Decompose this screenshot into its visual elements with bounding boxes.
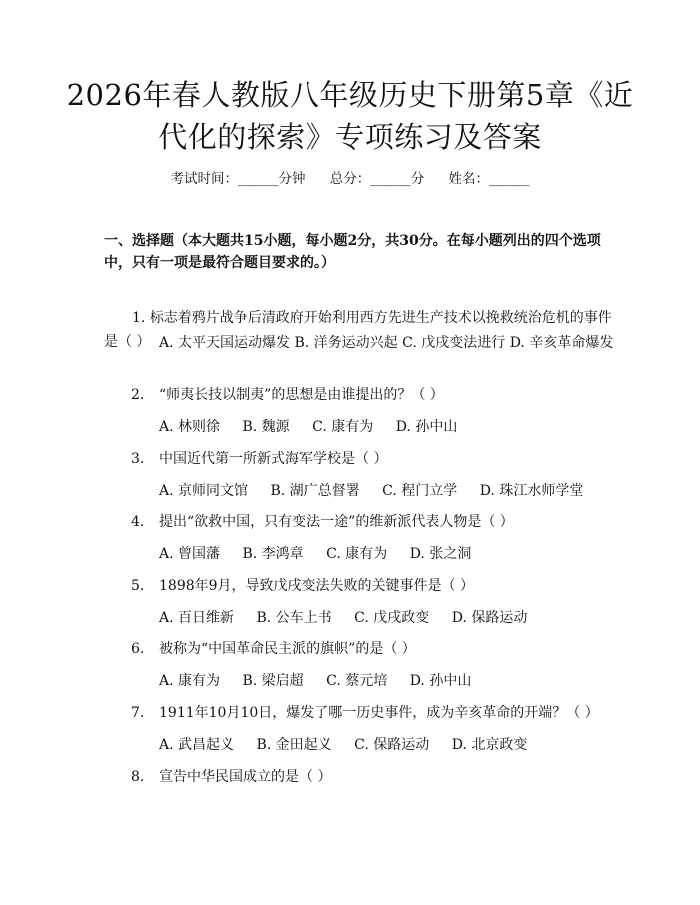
option-c: C. 康有为 — [312, 419, 374, 435]
question-stem: 1898年9月，导致戊戌变法失败的关键事件是（ ） — [159, 578, 474, 594]
question-number: 8. — [131, 769, 145, 785]
exam-meta — [0, 170, 700, 188]
question-number: 6. — [131, 641, 145, 657]
option-c: C. 保路运动 — [354, 737, 430, 753]
question-stem: “师夷长技以制夷”的思想是由谁提出的？（ ） — [159, 387, 444, 403]
section-heading: 一、选择题（本大题共15小题，每小题2分，共30分。在每小题列出的四个选项中，只有一项是最符合题目要求的。） — [104, 233, 601, 271]
question-4-options — [159, 543, 489, 565]
page-title: 2026年春人教版八年级历史下册第5章《近代化的探索》专项练习及答案 — [66, 78, 634, 154]
option-c: C. 程门立学 — [382, 483, 458, 499]
question-stem: 被称为“中国革命民主派的旗帜”的是（ ） — [159, 641, 416, 657]
question-number: 7. — [131, 705, 145, 721]
question-number: 4. — [131, 514, 145, 530]
question-7 — [131, 702, 599, 724]
total-score-field: 总分：______分 — [329, 171, 425, 187]
question-5-options — [159, 607, 545, 629]
option-d: D. 张之洞 — [409, 546, 472, 562]
exam-time-field: 考试时间：______分钟 — [170, 171, 306, 187]
question-7-options — [159, 734, 545, 756]
option-d: D. 孙中山 — [409, 673, 472, 689]
question-4 — [131, 511, 514, 533]
option-b: B. 公车上书 — [256, 610, 332, 626]
question-2-options — [159, 416, 475, 438]
option-a: A. 太平天国运动爆发 — [159, 335, 291, 351]
option-a: A. 康有为 — [159, 673, 221, 689]
question-5 — [131, 575, 474, 597]
question-3-options — [159, 480, 601, 502]
option-a: A. 曾国藩 — [159, 546, 221, 562]
option-a: A. 武昌起义 — [159, 737, 235, 753]
option-b: B. 湖广总督署 — [270, 483, 360, 499]
option-d: D. 孙中山 — [395, 419, 458, 435]
option-d: D. 辛亥革命爆发 — [509, 335, 614, 351]
question-number: 3. — [131, 451, 145, 467]
option-c: C. 蔡元培 — [326, 673, 388, 689]
option-c: C. 康有为 — [326, 546, 388, 562]
question-8 — [131, 766, 331, 788]
option-a: A. 京师同文馆 — [159, 483, 249, 499]
option-d: D. 保路运动 — [451, 610, 528, 626]
question-stem: 宣告中华民国成立的是（ ） — [159, 769, 332, 785]
question-2 — [131, 384, 444, 406]
option-c: C. 戊戌变法进行 — [402, 335, 506, 351]
question-6 — [131, 638, 416, 660]
option-c: C. 戊戌政变 — [354, 610, 430, 626]
question-3 — [131, 448, 387, 470]
question-stem: 提出“欲救中国，只有变法一途”的维新派代表人物是（ ） — [159, 514, 514, 530]
option-b: B. 梁启超 — [242, 673, 304, 689]
question-number: 5. — [131, 578, 145, 594]
question-stem: 标志着鸦片战争后清政府开始利用西方先进生产技术以挽救统治危机的事件是（ ） — [104, 310, 612, 350]
student-name-field: 姓名：______ — [448, 171, 530, 187]
question-stem: 1911年10月10日，爆发了哪一历史事件，成为辛亥革命的开端？（ ） — [159, 705, 599, 721]
question-stem: 中国近代第一所新式海军学校是（ ） — [159, 451, 388, 467]
question-1-options — [104, 331, 614, 355]
option-a: A. 百日维新 — [159, 610, 235, 626]
option-b: B. 洋务运动兴起 — [294, 335, 398, 351]
option-a: A. 林则徐 — [159, 419, 221, 435]
question-6-options — [159, 670, 489, 692]
question-number: 2. — [131, 387, 145, 403]
option-d: D. 珠江水师学堂 — [479, 483, 584, 499]
option-d: D. 北京政变 — [451, 737, 528, 753]
question-number: 1. — [132, 310, 146, 326]
option-b: B. 金田起义 — [256, 737, 332, 753]
option-b: B. 魏源 — [242, 419, 290, 435]
option-b: B. 李鸿章 — [242, 546, 304, 562]
